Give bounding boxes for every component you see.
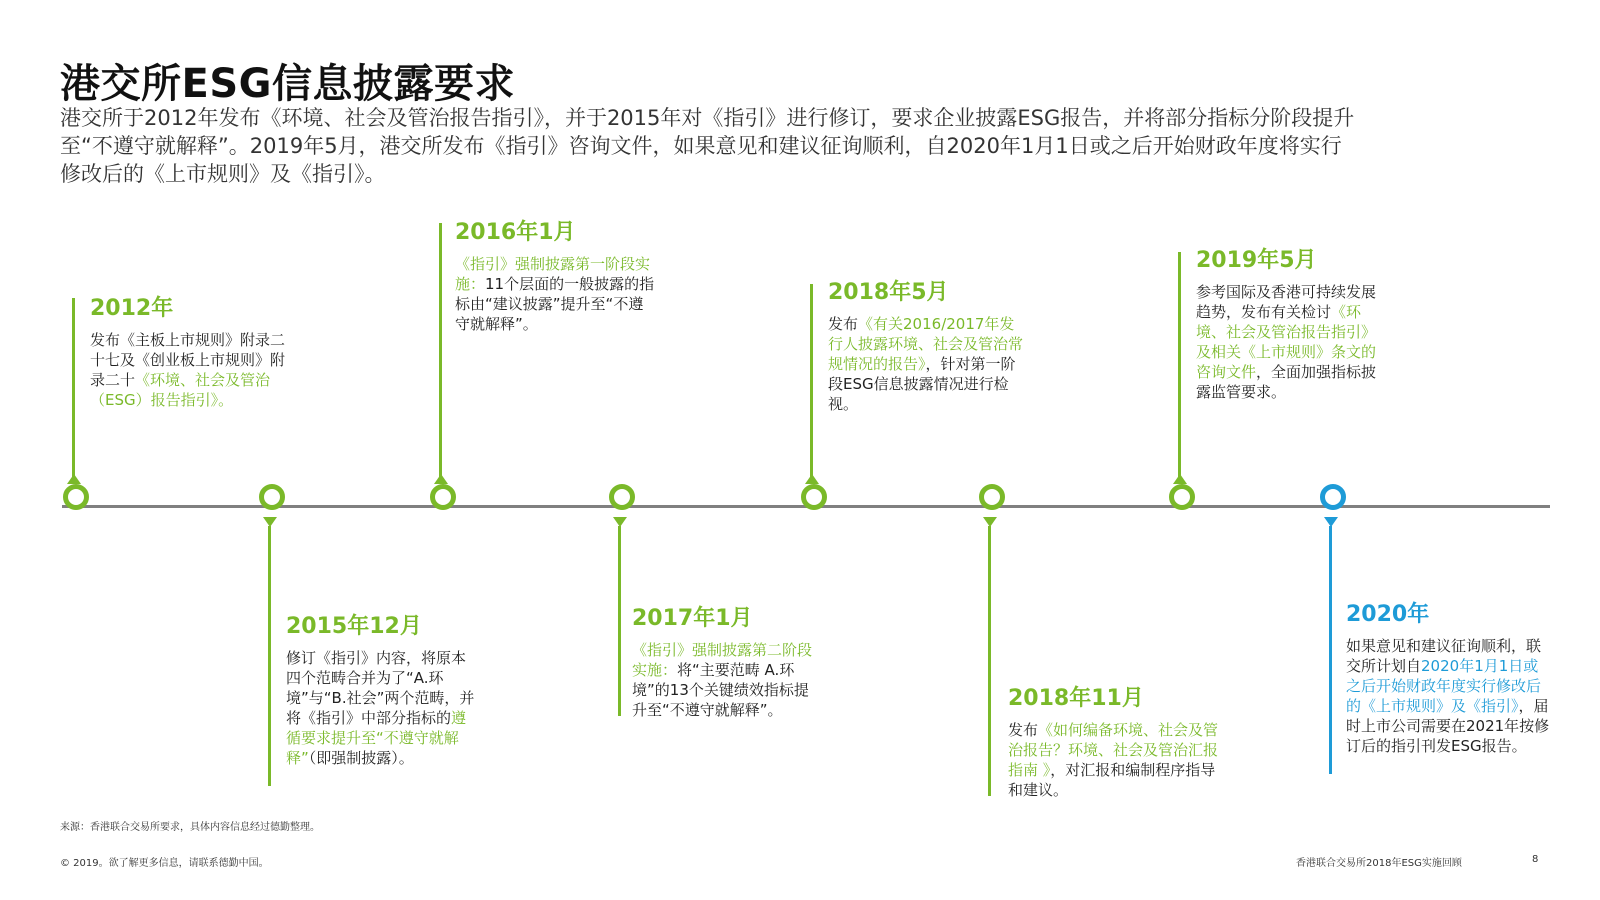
connector-line: [439, 223, 442, 478]
event-2012: [90, 296, 285, 410]
page-title: 港交所ESG信息披露要求: [60, 61, 515, 107]
connector-line: [1178, 252, 1181, 478]
source-note: 来源：香港联合交易所要求，具体内容信息经过德勤整理。: [60, 822, 320, 833]
event-date: 2016年1月: [455, 220, 576, 245]
connector-line: [618, 526, 621, 716]
timeline-node-2017-01: [609, 484, 635, 510]
event-description: 发布《主板上市规则》附录二十七及《创业板上市规则》附录二十《环境、社会及管治（ESG）报告指引》。: [90, 331, 286, 409]
intro-line: 至“不遵守就解释”。2019年5月，港交所发布《指引》咨询文件，如果意见和建议征询顺利，自2020年1月1日或之后开始财政年度将实行: [60, 134, 1342, 158]
event-description: 《指引》强制披露第一阶段实施：11个层面的一般披露的指标由“建议披露”提升至“不遵守就解释”。: [455, 255, 655, 333]
event-date: 2018年11月: [1008, 686, 1144, 711]
pin-tip: [805, 474, 819, 484]
event-date: 2015年12月: [286, 614, 422, 639]
event-2018-05: [828, 280, 1023, 414]
timeline-node-2016-01: [430, 484, 456, 510]
event-2019-05: [1196, 248, 1386, 402]
intro-line: 修改后的《上市规则》及《指引》。: [60, 162, 386, 186]
event-date: 2018年5月: [828, 280, 949, 305]
connector-line: [1329, 526, 1332, 774]
timeline-node-2015-12: [259, 484, 285, 510]
connector-line: [72, 298, 75, 478]
event-description: 《指引》强制披露第二阶段实施：将“主要范畴 A.环境”的13个关键绩效指标提升至“不遵守就解释”。: [632, 641, 813, 719]
connector-line: [810, 284, 813, 478]
pin-tip: [1173, 474, 1187, 484]
event-description: 发布《如何编备环境、社会及管治报告？环境、社会及管治汇报指南 》，对汇报和编制程序指导和建议。: [1008, 721, 1219, 799]
timeline-node-2019-05: [1169, 484, 1195, 510]
intro-line: 港交所于2012年发布《环境、社会及管治报告指引》，并于2015年对《指引》进行修订，要求企业披露ESG报告，并将部分指标分阶段提升: [60, 106, 1355, 130]
timeline-node-2020: [1320, 484, 1346, 510]
event-description: 修订《指引》内容，将原本四个范畴合并为了“A.环境”与“B.社会”两个范畴，并将《指引》中部分指标的遵循要求提升至“不遵守就解释”（即强制披露）。: [286, 649, 475, 767]
page-number: 8: [1532, 854, 1539, 865]
connector-line: [988, 526, 991, 796]
event-description: 发布《有关2016/2017年发行人披露环境、社会及管治常规情况的报告》，针对第一阶段ESG信息披露情况进行检视。: [828, 315, 1024, 413]
copyright-note: © 2019。欲了解更多信息，请联系德勤中国。: [60, 858, 269, 869]
event-description: 参考国际及香港可持续发展趋势，发布有关检讨《环境、社会及管治报告指引》及相关《上市规则》条文的咨询文件，全面加强指标披露监管要求。: [1196, 283, 1377, 401]
event-description: 如果意见和建议征询顺利，联交所计划自2020年1月1日或之后开始财政年度实行修改后的《上市规则》及《指引》，届时上市公司需要在2021年按修订后的指引刊发ESG报告。: [1346, 637, 1550, 755]
timeline-node-2012: [63, 484, 89, 510]
pin-tip: [67, 474, 81, 484]
connector-line: [268, 526, 271, 786]
report-title: 香港联合交易所2018年ESG实施回顾: [1296, 858, 1462, 869]
intro-paragraph: [60, 104, 1520, 188]
event-date: 2019年5月: [1196, 248, 1317, 273]
event-date: 2020年: [1346, 602, 1430, 627]
event-date: 2017年1月: [632, 606, 753, 631]
event-2018-11: [1008, 686, 1223, 800]
timeline-node-2018-11: [979, 484, 1005, 510]
event-2017-01: [632, 606, 822, 720]
event-2015-12: [286, 614, 476, 768]
event-2016-01: [455, 220, 655, 334]
event-2020: [1346, 602, 1551, 756]
timeline-node-2018-05: [801, 484, 827, 510]
event-date: 2012年: [90, 296, 174, 321]
pin-tip: [434, 474, 448, 484]
